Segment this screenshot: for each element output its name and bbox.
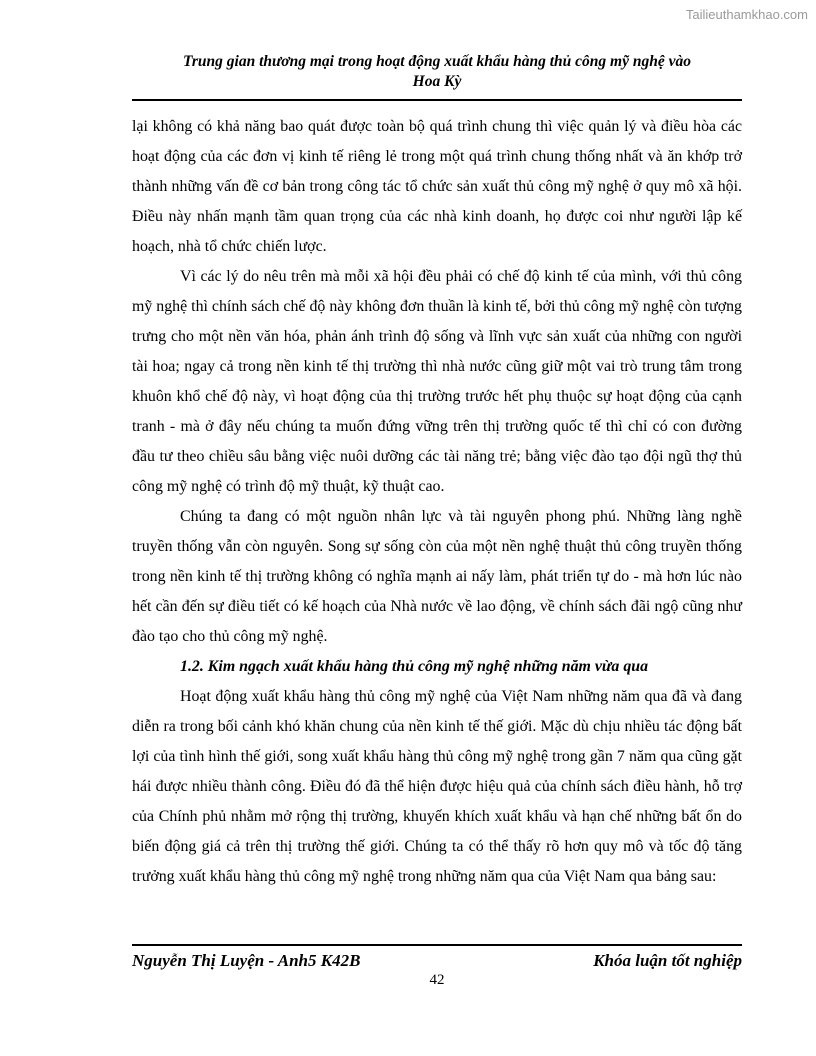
- watermark: Tailieuthamkhao.com: [685, 7, 808, 22]
- paragraph: lại không có khả năng bao quát được toàn bộ quá trình chung thì việc quản lý và điều hòa các hoạt động của các đơn vị kinh tế riêng lẻ trong một quá trình chung thống nhất và ăn khớp trở thành những vấn đề cơ bản trong công tác tổ chức sản xuất thủ công mỹ nghệ ở quy mô xã hội. Điều này nhấn mạnh tầm quan trọng của các nhà kinh doanh, họ được coi như người lập kế hoạch, nhà tổ chức chiến lược.: [132, 118, 742, 255]
- footer-rule: [132, 944, 742, 946]
- section-heading: 1.2. Kim ngạch xuất khẩu hàng thủ công mỹ nghệ những năm vừa qua: [180, 658, 649, 675]
- paragraph: Hoạt động xuất khẩu hàng thủ công mỹ nghệ của Việt Nam những năm qua đã và đang diễn ra trong bối cảnh khó khăn chung của nền kinh tế thế giới. Mặc dù chịu nhiều tác động bất lợi của tình hình thế giới, song xuất khẩu hàng thủ công mỹ nghệ trong gần 7 năm qua cũng gặt hái được nhiều thành công. Điều đó đã thể hiện được hiệu quả của chính sách điều hành, hỗ trợ của Chính phủ nhằm mở rộng thị trường, khuyến khích xuất khẩu và hạn chế những bất ổn do biến động giá cả trên thị trường thế giới. Chúng ta có thể thấy rõ hơn quy mô và tốc độ tăng trưởng xuất khẩu hàng thủ công mỹ nghệ trong những năm qua của Việt Nam qua bảng sau:: [132, 688, 742, 885]
- header-title-line2: Hoa Kỳ: [412, 73, 462, 90]
- header-title-line1: Trung gian thương mại trong hoạt động xuất khẩu hàng thủ công mỹ nghệ vào: [182, 53, 691, 70]
- header-rule: [132, 99, 742, 101]
- footer-doc-type: Khóa luận tốt nghiệp: [593, 951, 742, 970]
- page-header: [132, 52, 742, 92]
- page-number: 42: [429, 972, 445, 988]
- footer-author: Nguyễn Thị Luyện - Anh5 K42B: [132, 951, 361, 970]
- paragraph: Vì các lý do nêu trên mà mỗi xã hội đều phải có chế độ kinh tế của mình, với thủ công mỹ nghệ thì chính sách chế độ này không đơn thuần là kinh tế, bởi thủ công mỹ nghệ còn tượng trưng cho một nền văn hóa, phản ánh trình độ sống và lĩnh vực sản xuất của những con người tài hoa; ngay cả trong nền kinh tế thị trường thì nhà nước cũng giữ một vai trò trung tâm trong khuôn khổ chế độ này, vì hoạt động của thị trường trước hết phụ thuộc sự hoạt động của cạnh tranh - mà ở đây nếu chúng ta muốn đứng vững trên thị trường quốc tế thì chỉ có con đường đầu tư theo chiều sâu bằng việc nuôi dưỡng các tài năng trẻ; bằng việc đào tạo đội ngũ thợ thủ công mỹ nghệ có trình độ mỹ thuật, kỹ thuật cao.: [132, 268, 742, 495]
- document-body: [132, 112, 742, 892]
- paragraph: Chúng ta đang có một nguồn nhân lực và tài nguyên phong phú. Những làng nghề truyền thống vẫn còn nguyên. Song sự sống còn của một nền nghệ thuật thủ công truyền thống trong nền kinh tế thị trường không có nghĩa mạnh ai nấy làm, phát triển tự do - mà hơn lúc nào hết cần đến sự điều tiết có kế hoạch của Nhà nước về lao động, về chính sách đãi ngộ cũng như đào tạo cho thủ công mỹ nghệ.: [132, 508, 742, 645]
- page-footer: [132, 951, 742, 971]
